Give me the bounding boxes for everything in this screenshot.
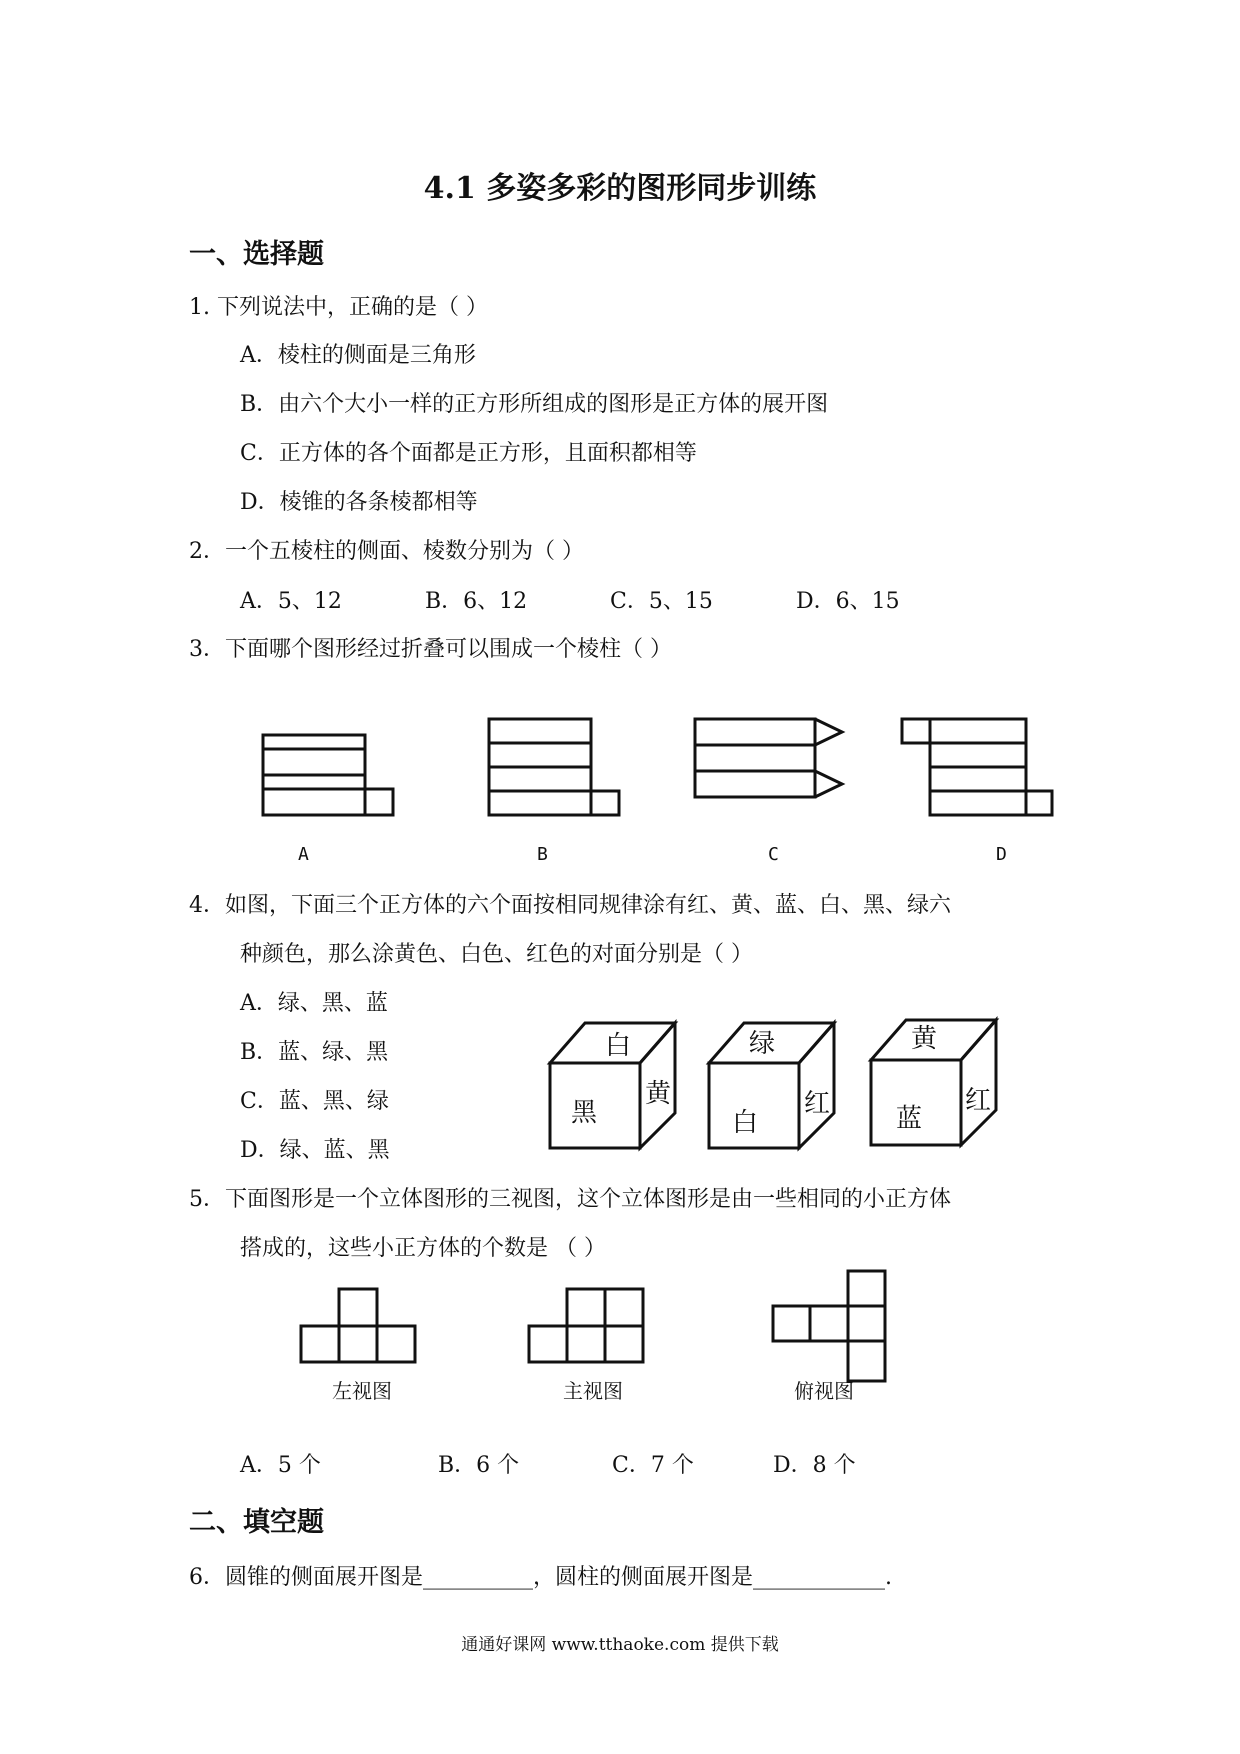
q5-option-c: C．7 个 [612,1453,694,1478]
q2-option-c: C．5、15 [610,589,713,614]
color-cube-2 [704,1018,839,1153]
q1-option-a: A．棱柱的侧面是三角形 [240,343,476,368]
question-2-stem: 2．一个五棱柱的侧面、棱数分别为（ ） [189,539,584,564]
front-view-label: 主视图 [563,1379,623,1403]
figure-label-c: C [768,844,779,865]
question-4-stem-line2: 种颜色，那么涂黄色、白色、红色的对面分别是（ ） [240,942,753,967]
top-view-label: 俯视图 [794,1379,854,1403]
q5-option-d: D．8 个 [773,1453,856,1478]
top-view-figure [768,1266,893,1391]
net-figure-d [897,714,1057,820]
left-view-label: 左视图 [332,1379,392,1403]
question-5-stem-line2: 搭成的，这些小正方体的个数是 （ ） [240,1236,606,1261]
q2-option-a: A．5、12 [240,589,342,614]
cube-2-front-face: 白 [732,1108,759,1138]
color-cube-1 [545,1018,680,1153]
cube-1-front-face: 黑 [571,1098,598,1128]
question-3-stem: 3．下面哪个图形经过折叠可以围成一个棱柱（ ） [189,637,672,662]
q5-option-b: B．6 个 [438,1453,520,1478]
section-heading-fill-blank: 二、填空题 [189,1507,324,1538]
q4-option-a: A．绿、黑、蓝 [240,991,388,1016]
cube-1-side-face: 黄 [645,1079,672,1109]
q1-option-d: D．棱锥的各条棱都相等 [240,490,478,515]
q2-option-d: D．6、15 [796,589,900,614]
front-view-figure [524,1284,649,1369]
cube-3-top-face: 黄 [911,1024,938,1054]
cube-2-top-face: 绿 [749,1029,776,1059]
net-figure-c [690,714,850,804]
q1-option-b: B．由六个大小一样的正方形所组成的图形是正方体的展开图 [240,392,829,417]
figure-label-b: B [537,844,548,865]
question-6-stem: 6．圆锥的侧面展开图是__________，圆柱的侧面展开图是____________. [189,1565,892,1590]
page-title: 4.1 多姿多彩的图形同步训练 [423,171,817,206]
question-1-stem: 1. 下列说法中，正确的是（ ） [189,295,488,320]
q4-option-b: B．蓝、绿、黑 [240,1040,389,1065]
left-view-figure [296,1284,421,1369]
q1-option-c: C．正方体的各个面都是正方形，且面积都相等 [240,441,697,466]
cube-3-front-face: 蓝 [896,1104,923,1134]
cube-2-side-face: 红 [804,1089,831,1119]
q5-option-a: A．5 个 [240,1453,321,1478]
q2-option-b: B．6、12 [425,589,528,614]
color-cube-3 [866,1015,1001,1150]
cube-1-top-face: 白 [605,1031,632,1061]
section-heading-choice: 一、选择题 [189,239,324,270]
question-5-stem-line1: 5．下面图形是一个立体图形的三视图，这个立体图形是由一些相同的小正方体 [189,1187,951,1212]
q4-option-d: D．绿、蓝、黑 [240,1138,390,1163]
q4-option-c: C．蓝、黑、绿 [240,1089,389,1114]
question-4-stem-line1: 4．如图，下面三个正方体的六个面按相同规律涂有红、黄、蓝、白、黑、绿六 [189,893,951,918]
cube-3-side-face: 红 [965,1086,992,1116]
net-figure-a [258,730,398,820]
figure-label-d: D [996,844,1007,865]
page-footer: 通通好课网 www.tthaoke.com 提供下载 [461,1635,779,1655]
figure-label-a: A [298,844,309,865]
net-figure-b [484,714,624,820]
